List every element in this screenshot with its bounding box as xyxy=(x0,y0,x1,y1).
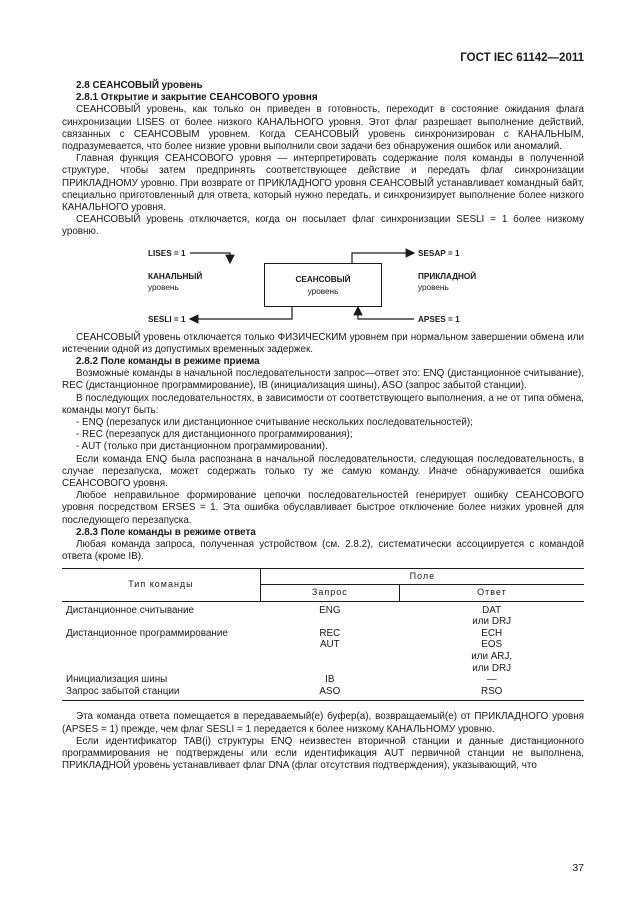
paragraph: Если команда ENQ была распознана в начальной последовательности, следующая последовательность, в случае перезапуска, может содержать только ту же самую команду. Иначе обнаруживается ошибка СЕАНСОВОГО уровня. xyxy=(62,453,584,490)
paragraph: СЕАНСОВЫЙ уровень, как только он приведен в готовность, переходит в состояние ожидания флага синхронизации LISES от более низкого КАНАЛЬНОГО уровня. Этот флаг разрешает выполнение действий, связанных с СЕАНСОВЫМ уровнем. Когда СЕАНСОВЫЙ уровень синхронизирован с КАНАЛЬНЫМ, подразумевается, что более низкие уровни выполнили свои задачи без обнаружения ошибок или аномалий. xyxy=(62,104,584,153)
lises-arrow xyxy=(190,253,230,263)
table-cell: REC xyxy=(319,627,341,639)
session-layer-sub: уровень xyxy=(307,286,339,296)
page-content xyxy=(62,80,584,772)
table-cell xyxy=(62,616,260,628)
list-item: - AUT (только при дистанционном программировании). xyxy=(76,441,328,453)
col-command-type: Тип команды xyxy=(62,568,260,601)
section-2-8-3-title: 2.8.3 Поле команды в режиме ответа xyxy=(76,526,256,538)
sesap-label: SESAP = 1 xyxy=(418,248,460,258)
paragraph: Любое неправильное формирование цепочки последовательностей генерирует ошибку СЕАНСОВОГО уровня посредством ERSES = 1. Эта ошибка обуславливает быстрое отключение более низких уровней для последующего перезапуска. xyxy=(62,490,584,526)
apses-label: APSES = 1 xyxy=(418,314,460,324)
session-layer-label: СЕАНСОВЫЙ xyxy=(295,274,351,284)
paragraph: Возможные команды в начальной последовательности запрос—ответ это: ENQ (дистанционное считывание), REC (дистанционное программирование), IB (инициализация шины), ASO (запрос забытой станции). xyxy=(62,368,584,392)
sesli-arrow xyxy=(190,307,292,319)
table-cell: Дистанционное считывание xyxy=(66,604,194,616)
paragraph: Если идентификатор TAB(i) структуры ENQ неизвестен вторичной станции и данные дистанционного программирования не подтверждены или если идентификация AUT первичной станции не выполнена, ПРИКЛАДНОЙ уровень устанавливает флаг DNA (флаг отсутствия подтверждения), указывающий, что xyxy=(62,735,584,772)
sesap-arrow xyxy=(352,253,414,263)
section-2-8-2-title: 2.8.2 Поле команды в режиме приема xyxy=(76,356,260,368)
table-cell: или ARJ, xyxy=(471,651,513,663)
paragraph: Эта команда ответа помещается в передаваемый(е) буфер(а), возвращаемый(е) от ПРИКЛАДНОГО уровня (APSES = 1) прежде, чем флаг SESLI = 1 передается к более низкому КАНАЛЬНОМУ уровню. xyxy=(62,711,584,735)
table-cell xyxy=(62,639,260,651)
table-cell: Запрос забытой станции xyxy=(66,685,180,697)
table-cell: DAT xyxy=(482,604,502,616)
table-row xyxy=(62,674,584,686)
table-cell: Дистанционное программирование xyxy=(66,627,228,639)
table-cell: ECH xyxy=(481,627,503,639)
application-layer-label: ПРИКЛАДНОЙ xyxy=(418,271,477,281)
col-field: Поле xyxy=(260,568,584,585)
paragraph: СЕАНСОВЫЙ уровень отключается только ФИЗИЧЕСКИМ уровнем при нормальном завершении обмена или истечении одной из допустимых временных задержек. xyxy=(62,331,584,355)
table-cell: IB xyxy=(325,674,335,686)
table-cell xyxy=(260,663,399,675)
table-cell: Инициализация шины xyxy=(66,674,168,686)
section-2-8-title: 2.8 СЕАНСОВЫЙ уровень xyxy=(76,80,203,91)
table-row xyxy=(62,686,584,701)
table-row xyxy=(62,651,584,663)
page-number: 37 xyxy=(572,862,584,874)
table-cell: или DRJ xyxy=(472,662,512,674)
sesli-label: SESLI = 1 xyxy=(148,314,186,324)
table-row xyxy=(62,639,584,651)
paragraph: В последующих последовательностях, в зависимости от соответствующего выполнения, а не от типа обмена, команды могут быть: xyxy=(62,392,584,416)
document-header: ГОСТ IEC 61142—2011 xyxy=(460,52,584,64)
table-cell: AUT xyxy=(319,639,340,651)
table-row xyxy=(62,628,584,640)
table-cell xyxy=(62,651,260,663)
table-row xyxy=(62,616,584,628)
paragraph: Главная функция СЕАНСОВОГО уровня — интерпретировать содержание поля команды в полученной структуре, чтобы затем предпринять соответствующее действие и передать флаг синхронизации ПРИКЛАДНОМУ уровню. При возврате от ПРИКЛАДНОГО уровня СЕАНСОВЫЙ устанавливает командный байт, специально приготовленный для ответа, который нужно передать, и синхронизирует выполнение более низкого КАНАЛЬНОГО уровня. xyxy=(62,153,584,214)
list-item: - ENQ (перезапуск или дистанционное считывание нескольких последовательностей); xyxy=(76,417,473,429)
col-response: Ответ xyxy=(477,587,507,598)
paragraph: СЕАНСОВЫЙ уровень отключается, когда он посылает флаг синхронизации SESLI = 1 более низкому уровню. xyxy=(62,214,584,238)
section-2-8-1-title: 2.8.1 Открытие и закрытие СЕАНСОВОГО уровня xyxy=(76,92,318,104)
layer-diagram xyxy=(62,241,584,331)
lises-label: LISES = 1 xyxy=(148,248,186,258)
command-table xyxy=(62,568,584,702)
session-layer-box xyxy=(264,263,382,307)
table-cell xyxy=(62,663,260,675)
col-request: Запрос xyxy=(260,585,399,602)
table-cell: RSO xyxy=(480,685,503,697)
table-cell: или DRJ xyxy=(472,616,512,628)
application-layer-sub: уровень xyxy=(418,282,449,292)
table-row xyxy=(62,601,584,616)
table-cell: ENG xyxy=(319,604,341,616)
table-cell: ASO xyxy=(319,685,341,697)
table-cell: EOS xyxy=(481,639,503,651)
channel-layer-sub: уровень xyxy=(148,282,179,292)
table-row xyxy=(62,663,584,675)
paragraph: Любая команда запроса, полученная устройством (см. 2.8.2), систематически ассоциируется с командой ответа (кроме IB). xyxy=(62,539,584,563)
apses-arrow xyxy=(358,307,414,319)
table-cell xyxy=(260,651,399,663)
list-item: - REC (перезапуск для дистанционного программирования); xyxy=(76,429,353,441)
channel-layer-label: КАНАЛЬНЫЙ xyxy=(148,271,203,281)
table-cell xyxy=(260,616,399,628)
table-cell: — xyxy=(486,674,497,686)
